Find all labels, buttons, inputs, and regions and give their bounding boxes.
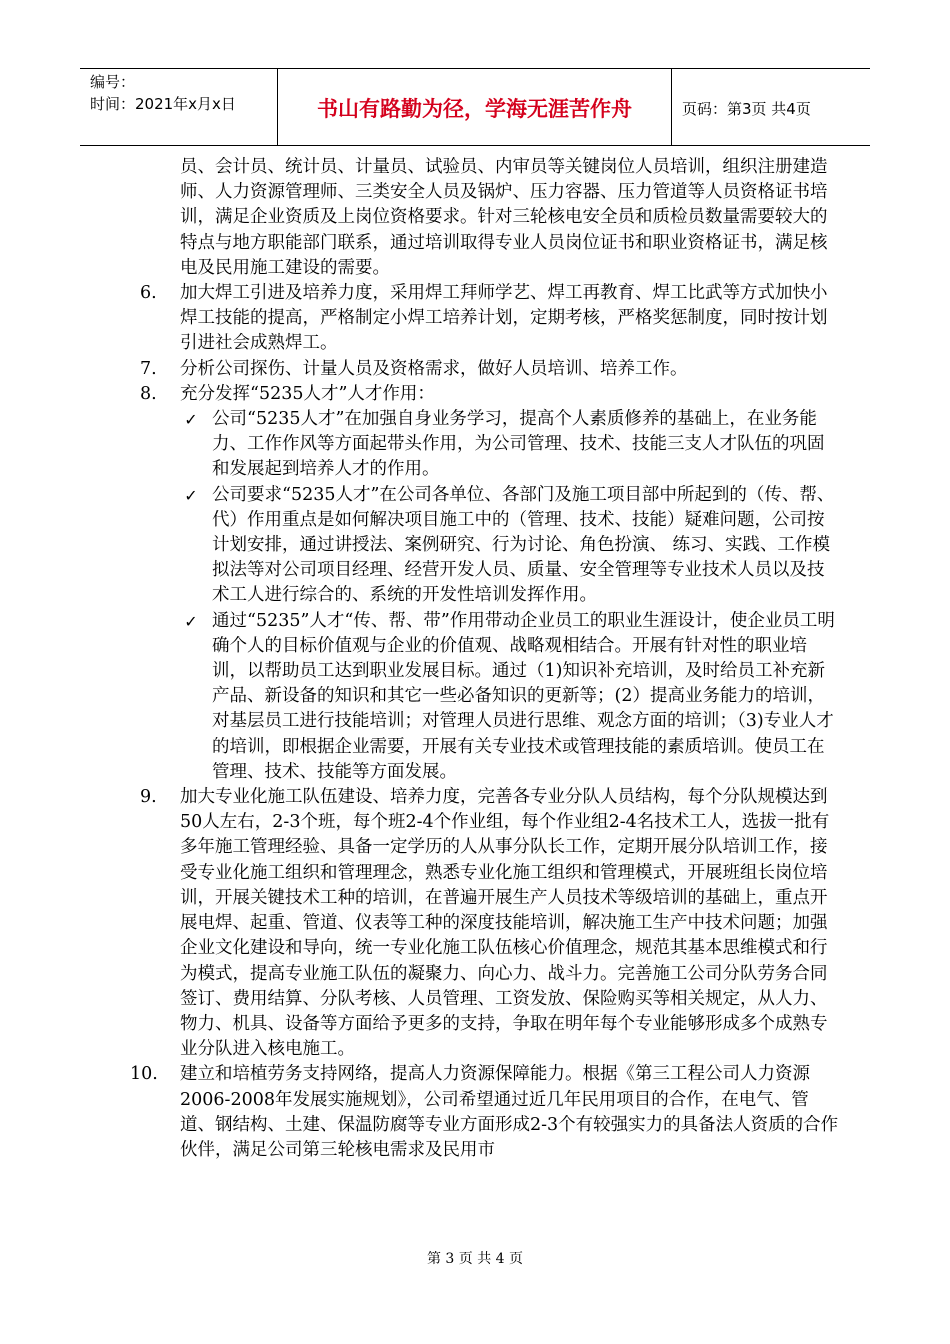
list-item-10 xyxy=(130,1062,840,1163)
list-item-9 xyxy=(140,785,840,1062)
list-number: 6. xyxy=(140,283,157,304)
sub-item-text: 公司要求“5235人才”在公司各单位、各部门及施工项目部中所起到的（传、帮、代）作用重点是如何解决项目施工中的（管理、技术、技能）疑难问题，公司按计划安排，通过讲授法、案例研究、行为讨论、角色扮演、 练习、实践、工作模拟法等对公司项目经理、经营开发人员、质量、安全管理等专业技术人员以及技术工人进行综合的、系统的开发性培训发挥作用。 xyxy=(212,484,835,606)
list-item-text: 充分发挥“5235人才”人才作用： xyxy=(180,383,435,404)
list-item-6 xyxy=(140,281,840,357)
list-item-text: 加大焊工引进及培养力度，采用焊工拜师学艺、焊工再教育、焊工比武等方式加快小焊工技能的提高，严格制定小焊工培养计划，定期考核，严格奖惩制度，同时按计划引进社会成熟焊工。 xyxy=(180,283,828,354)
intro-paragraph: 员、会计员、统计员、计量员、试验员、内审员等关键岗位人员培训，组织注册建造师、人力资源管理师、三类安全人员及锅炉、压力容器、压力管道等人员资格证书培训，满足企业资质及上岗位资格要求。针对三轮核电安全员和质检员数量需要较大的特点与地方职能部门联系，通过培训取得专业人员岗位证书和职业资格证书，满足核电及民用施工建设的需要。 xyxy=(180,157,828,278)
time-label: 时间：2021年x月x日 xyxy=(90,95,236,113)
checkmark-icon: ✓ xyxy=(184,485,198,505)
checkmark-icon: ✓ xyxy=(184,410,198,430)
page-header xyxy=(80,68,870,146)
sub-item-text: 公司“5235人才”在加强自身业务学习，提高个人素质修养的基础上，在业务能力、工作作风等方面起带头作用，为公司管理、技术、技能三支人才队伍的巩固和发展起到培养人才的作用。 xyxy=(212,409,825,480)
list-item-8 xyxy=(140,382,840,407)
list-number: 10. xyxy=(130,1064,158,1085)
list-item-text: 加大专业化施工队伍建设、培养力度，完善各专业分队人员结构，每个分队规模达到50人左右，2-3个班，每个班2-4个作业组，每个作业组2-4名技术工人，选拔一批有多年施工管理经验、具备一定学历的人从事分队长工作，定期开展分队培训工作，接受专业化施工组织和管理理念，熟悉专业化施工组织和管理模式，开展班组长岗位培训，开展关键技术工种的培训，在普遍开展生产人员技术等级培训的基础上，重点开展电焊、起重、管道、仪表等工种的深度技能培训，解决施工生产中技术问题；加强企业文化建设和导向，统一专业化施工队伍核心价值理念，规范其基本思维模式和行为模式，提高专业施工队伍的凝聚力、向心力、战斗力。完善施工公司分队劳务合同签订、费用结算、分队考核、人员管理、工资发放、保险购买等相关规定，从人力、物力、机具、设备等方面给予更多的支持，争取在明年每个专业能够形成多个成熟专业分队进入核电施工。 xyxy=(180,787,830,1060)
sub-item-text: 通过“5235”人才“传、帮、带”作用带动企业员工的职业生涯设计，使企业员工明确个人的目标价值观与企业的价值观、战略观相结合。开展有针对性的职业培训，以帮助员工达到职业发展目标。通过（1)知识补充培训，及时给员工补充新产品、新设备的知识和其它一些必备知识的更新等；(2）提高业务能力的培训，对基层员工进行技能培训；对管理人员进行思维、观念方面的培训；（3)专业人才的培训，即根据企业需要，开展有关专业技术或管理技能的素质培训。使员工在管理、技术、技能等方面发展。 xyxy=(212,610,835,782)
header-motto: 书山有路勤为径，学海无涯苦作舟 xyxy=(278,69,672,145)
list-number: 7. xyxy=(140,358,157,379)
document-body xyxy=(130,155,840,1163)
checkmark-icon: ✓ xyxy=(184,611,198,631)
list-item-text: 建立和培植劳务支持网络，提高人力资源保障能力。根据《第三工程公司人力资源2006-2008年发展实施规划》，公司希望通过近几年民用项目的合作，在电气、管道、钢结构、土建、保温防腐等专业方面形成2-3个有较强实力的具备法人资质的合作伙伴，满足公司第三轮核电需求及民用市 xyxy=(180,1064,839,1160)
list-item-text: 分析公司探伤、计量人员及资格需求，做好人员培训、培养工作。 xyxy=(180,358,688,379)
list-number: 8. xyxy=(140,383,157,404)
sub-item xyxy=(140,407,840,483)
page-footer: 第 3 页 共 4 页 xyxy=(426,1251,524,1267)
sub-item xyxy=(140,483,840,609)
header-meta xyxy=(80,69,278,145)
list-number: 9. xyxy=(140,787,157,808)
list-item-7 xyxy=(140,357,840,382)
sub-item xyxy=(140,609,840,785)
doc-number-label: 编号： xyxy=(90,73,136,91)
header-page-label: 页码：第3页 共4页 xyxy=(682,99,811,118)
